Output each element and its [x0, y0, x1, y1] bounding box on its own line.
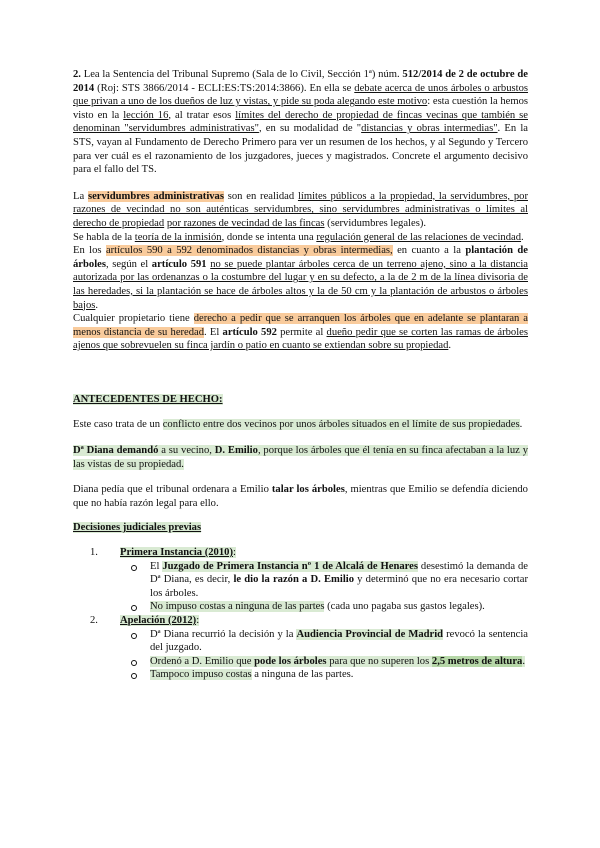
spacer [73, 406, 528, 418]
list-item: Tampoco impuso costas a ninguna de las partes. [120, 668, 528, 682]
bullet-icon [131, 660, 137, 666]
bullet-icon [131, 673, 137, 679]
question-number: 2. [73, 69, 81, 80]
decisiones-list [73, 546, 528, 682]
list-item: Dª Diana recurrió la decisión y la Audiencia Provincial de Madrid revocó la sentencia del juzgado. [120, 628, 528, 655]
bullet-icon [131, 633, 137, 639]
document-page [73, 68, 528, 682]
antecedentes-paragraph-demanda: Dª Diana demandó a su vecino, D. Emilio, porque los árboles que él tenía en su finca afectaban a la luz y las vistas de su propiedad. [73, 445, 529, 470]
spacer [73, 510, 528, 521]
notes-paragraph-articulos: En los artículos 590 a 592 denominados distancias y obras intermedias, en cuanto a la plantación de árboles, según el artículo 591 no se puede plantar árboles cerca de un terreno ajeno, sino a la distancia autorizada por las ordenanzas o la costumbre del lugar y en su defecto, a la de 2 m de la línea divisoria de las heredades, si la plantación se hace de árboles altos y la de 50 cm y la plantación de arbustos o árboles bajos. [73, 245, 528, 311]
spacer [73, 432, 528, 444]
antecedentes-heading: ANTECEDENTES DE HECHO: [73, 393, 223, 405]
antecedentes-paragraph-pretension: Diana pedía que el tribunal ordenara a Emilio talar los árboles, mientras que Emilio se defendía diciendo que no había razón legal para ello. [73, 484, 528, 509]
notes-paragraph-derecho: Cualquier propietario tiene derecho a pedir que se arranquen los árboles que en adelante se plantaran a menos distancia de su heredad. El artículo 592 permite al dueño pedir que se corten las ramas de árboles ajenos que sobrevuelen su finca jardín o patio en cuanto se extiendan sobre su propiedad. [73, 313, 528, 352]
list-item: No impuso costas a ninguna de las partes (cada uno pagaba sus gastos legales). [120, 600, 528, 614]
notes-paragraph-servidumbres: La servidumbres administrativas son en realidad límites públicos a la propiedad, la servidumbres, por razones de vecindad no son auténticas servidumbres, sino servidumbres administrativas o límites al derecho de propiedad por razones de vecindad de las fincas (servidumbres legales). [73, 190, 528, 229]
bullet-icon [131, 565, 137, 571]
spacer [73, 177, 528, 190]
bullet-icon [131, 605, 137, 611]
apelacion-bullets [120, 628, 528, 682]
primera-instancia-bullets [120, 560, 528, 614]
decisiones-heading: Decisiones judiciales previas [73, 522, 202, 534]
list-item-apelacion: 2. Apelación (2012): Dª Diana recurrió la decisión y la Audiencia Provincial de Madrid revocó la sentencia del juzgado. Ordenó a D. Emilio que pode los árboles para que no superen los 2,5 metros de altura. Tampoco impuso costas a ninguna de las partes. [90, 615, 529, 681]
notes-paragraph-inmision: Se habla de la teoría de la inmisión, donde se intenta una regulación general de las relaciones de vecindad. [73, 231, 524, 243]
list-item-primera-instancia: 1. Primera Instancia (2010): El Juzgado de Primera Instancia nº 1 de Alcalá de Henares desestimó la demanda de Dª Diana, es decir, le dio la razón a D. Emilio y determinó que no era necesario cortar los árboles. No impuso costas a ninguna de las partes (cada uno pagaba sus gastos legales). [90, 547, 528, 613]
list-item: El Juzgado de Primera Instancia nº 1 de Alcalá de Henares desestimó la demanda de Dª Diana, es decir, le dio la razón a D. Emilio y determinó que no era necesario cortar los árboles. [120, 560, 528, 601]
spacer [73, 471, 528, 483]
spacer [73, 535, 528, 546]
list-item: Ordenó a D. Emilio que pode los árboles para que no superen los 2,5 metros de altura. [120, 655, 528, 669]
spacer [73, 353, 528, 393]
antecedentes-paragraph-conflicto: Este caso trata de un conflicto entre dos vecinos por unos árboles situados en el límite de sus propiedades. [73, 419, 523, 431]
assignment-paragraph: 2. Lea la Sentencia del Tribunal Supremo (Sala de lo Civil, Sección 1ª) núm. 512/2014 de 2 de octubre de 2014 (Roj: STS 3866/2014 - ECLI:ES:TS:2014:3866). En ella se debate acerca de unos árboles o arbustos que privan a uno de los dueños de luz y vistas, y pide su poda alegando este motivo: esta cuestión la hemos visto en la lección 16, al tratar esos límites del derecho de propiedad de fincas vecinas que también se denominan "servidumbres administrativas", en su modalidad de "distancias y obras intermedias". En la STS, vayan al Fundamento de Derecho Primero para ver un resumen de los hechos, y al Segundo y Tercero para ver cuál es el razonamiento de los juzgadores, jueces y magistrados. Concrete el argumento decisivo para el fallo del TS. [73, 69, 529, 176]
sentence-reference: 512/2014 de 2 de octubre de 2014 [73, 69, 528, 94]
